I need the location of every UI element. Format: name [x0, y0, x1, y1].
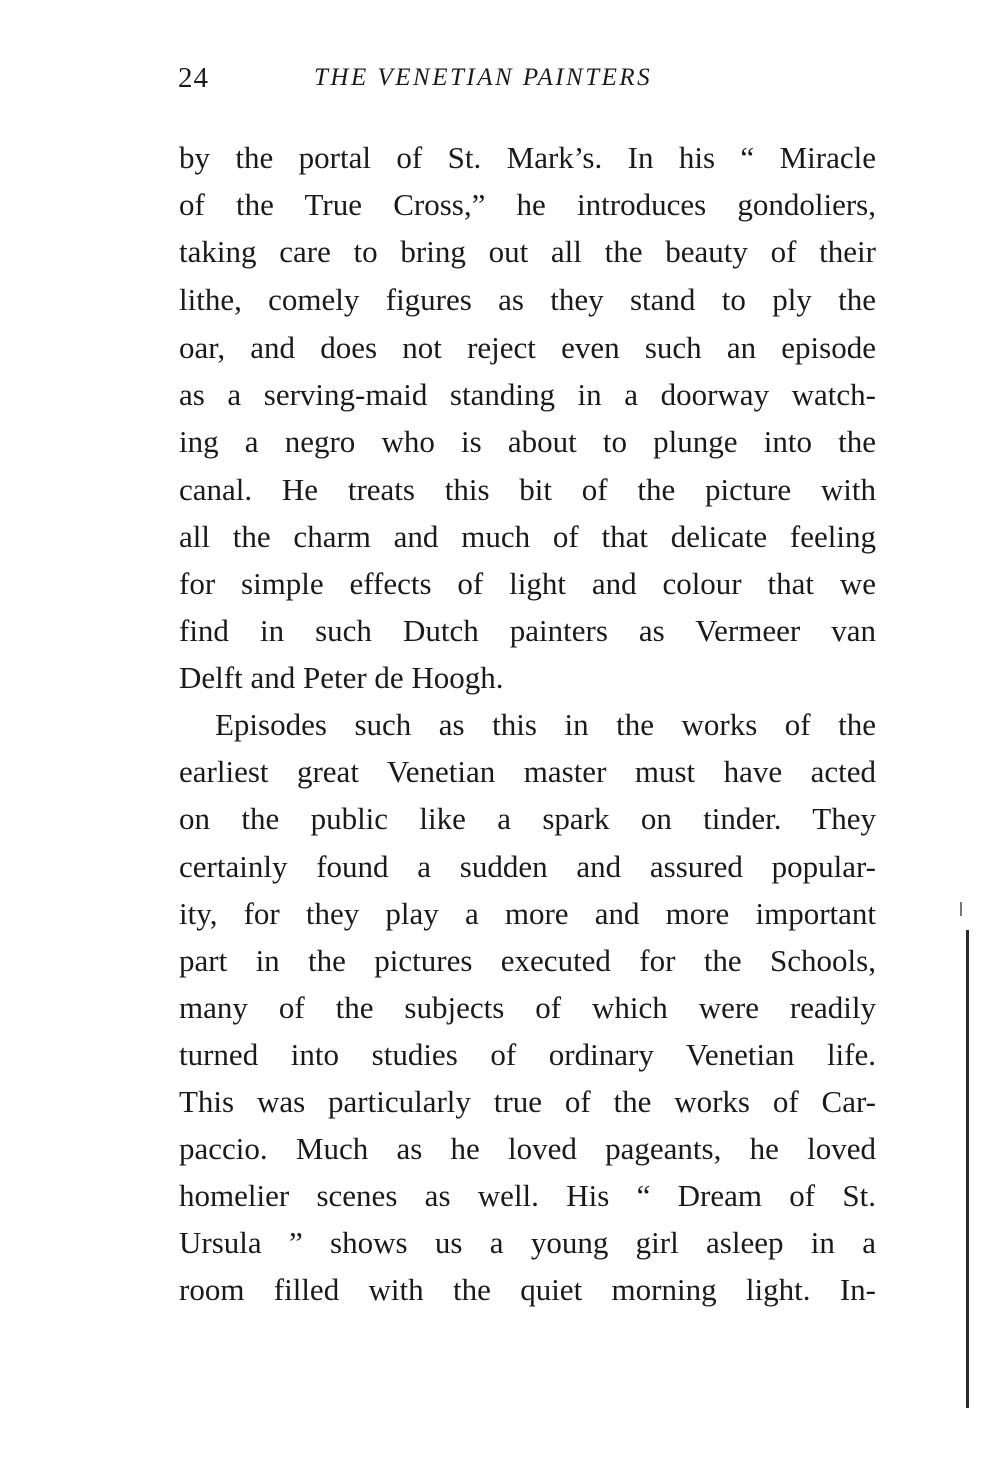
text-line: on the public like a spark on tinder. They — [179, 801, 876, 836]
text-line: This was particularly true of the works of Car- — [179, 1084, 876, 1119]
text-line: lithe, comely figures as they stand to ply the — [179, 282, 876, 317]
text-line: many of the subjects of which were readily — [179, 990, 876, 1025]
running-title: THE VENETIAN PAINTERS — [314, 64, 653, 91]
text-line: homelier scenes as well. His “ Dream of St. — [179, 1178, 876, 1213]
text-line: Delft and Peter de Hoogh. — [179, 660, 504, 695]
text-line: ity, for they play a more and more important — [179, 896, 876, 931]
page-edge-shadow — [966, 930, 969, 1408]
page-number: 24 — [178, 62, 209, 94]
text-line: by the portal of St. Mark’s. In his “ Miracle — [179, 140, 876, 175]
text-line: oar, and does not reject even such an episode — [179, 330, 876, 365]
text-line: ing a negro who is about to plunge into the — [179, 424, 876, 459]
text-line: paccio. Much as he loved pageants, he loved — [179, 1131, 876, 1166]
text-line: turned into studies of ordinary Venetian life. — [179, 1037, 876, 1072]
text-line: Ursula ” shows us a young girl asleep in a — [179, 1225, 876, 1260]
text-line: room filled with the quiet morning light. In- — [179, 1272, 876, 1307]
scan-artifact — [960, 902, 962, 916]
text-line: certainly found a sudden and assured popular- — [179, 849, 876, 884]
text-line: all the charm and much of that delicate feeling — [179, 519, 876, 554]
text-line: of the True Cross,” he introduces gondoliers, — [179, 187, 876, 222]
text-line: taking care to bring out all the beauty of their — [179, 234, 876, 269]
text-line: canal. He treats this bit of the picture with — [179, 472, 876, 507]
text-line: for simple effects of light and colour that we — [179, 566, 876, 601]
page-header — [178, 62, 878, 102]
text-line: as a serving-maid standing in a doorway watch- — [179, 377, 876, 412]
text-line: part in the pictures executed for the Schools, — [179, 943, 876, 978]
text-line: Episodes such as this in the works of the — [215, 707, 876, 742]
text-line: find in such Dutch painters as Vermeer van — [179, 613, 876, 648]
text-line: earliest great Venetian master must have acted — [179, 754, 876, 789]
